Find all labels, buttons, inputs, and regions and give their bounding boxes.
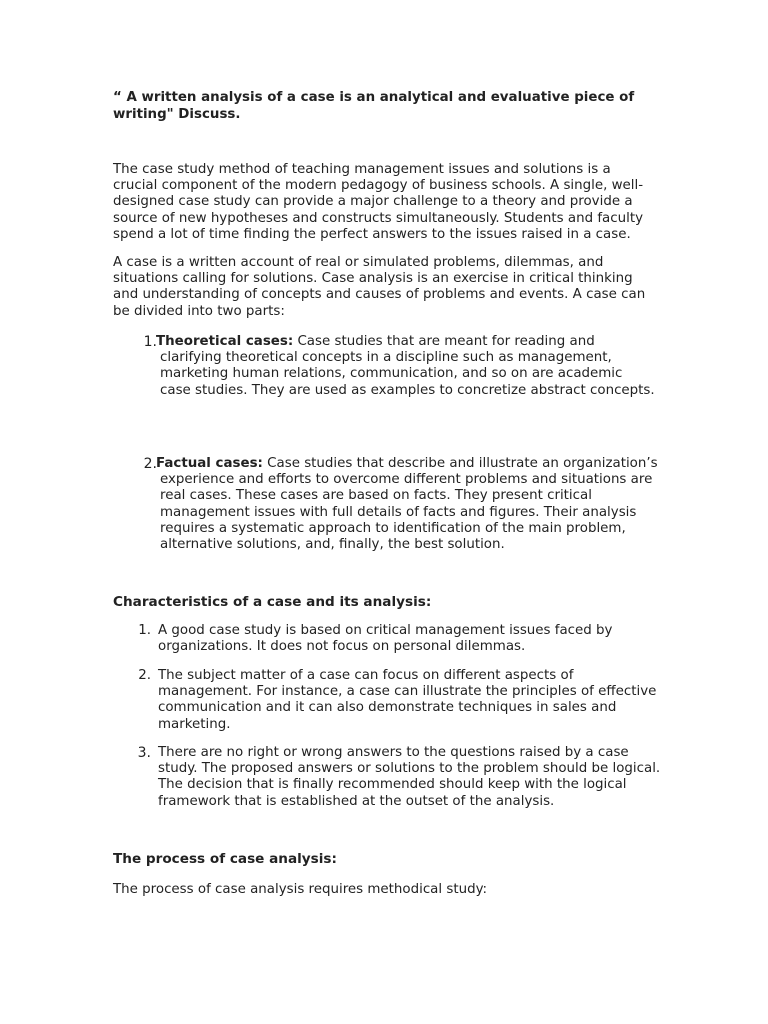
list-number: 2.	[143, 456, 157, 472]
case-type-text: Case studies that are meant for reading and clarifying theoretical concepts in a discipline such as management, marketing human relations, communication, and so on are academic case studies. They are used as examples to concretize abstract concepts.	[160, 334, 655, 398]
document-title: “ A written analysis of a case is an analytical and evaluative piece of writing" Discuss.	[113, 90, 635, 122]
process-intro: The process of case analysis requires methodical study:	[113, 882, 488, 897]
list-number: 3.	[137, 745, 151, 761]
list-item-body	[156, 334, 655, 399]
list-number: 1.	[138, 623, 151, 638]
list-item-text: A good case study is based on critical management issues faced by organizations. It does not focus on personal dilemmas.	[158, 623, 613, 655]
list-item-body	[156, 456, 660, 553]
list-item-text: There are no right or wrong answers to the questions raised by a case study. The proposed answers or solutions to the problem should be logical. The decision that is finally recommended should keep with the logical framework that is established at the outset of the analysis.	[158, 745, 661, 809]
list-number: 2.	[138, 668, 151, 683]
characteristics-heading: Characteristics of a case and its analysis:	[113, 594, 432, 610]
case-type-lead: Factual cases:	[156, 456, 263, 471]
list-number: 1.	[143, 334, 157, 350]
intro-paragraph-2: A case is a written account of real or simulated problems, dilemmas, and situations calling for solutions. Case analysis is an exercise in critical thinking and understanding of concepts and causes of problems and events. A case can be divided into two parts:	[113, 255, 646, 319]
list-item-text: The subject matter of a case can focus on different aspects of management. For instance, a case can illustrate the principles of effective communication and it can also demonstrate techniques in sales and marketing.	[158, 668, 657, 732]
intro-paragraph-1: The case study method of teaching management issues and solutions is a crucial component of the modern pedagogy of business schools. A single, well-designed case study can provide a major challenge to a theory and provide a source of new hypotheses and constructs simultaneously. Students and faculty spend a lot of time finding the perfect answers to the issues raised in a case.	[113, 162, 644, 242]
process-heading: The process of case analysis:	[113, 851, 337, 867]
case-type-lead: Theoretical cases:	[156, 334, 294, 349]
case-type-text: Case studies that describe and illustrate an organization’s experience and efforts to overcome different problems and situations are real cases. These cases are based on facts. They present critical management issues with full details of facts and figures. Their analysis requires a systematic approach to identification of the main problem, alternative solutions, and, finally, the best solution.	[160, 456, 658, 553]
